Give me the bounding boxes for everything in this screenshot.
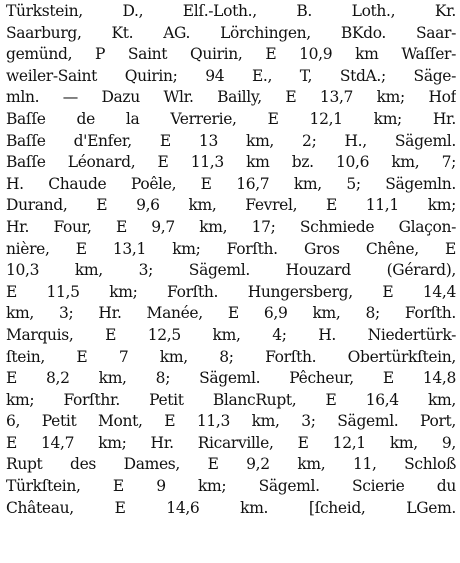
- entry-line-13: 10,3 km, 3; Sägeml. Houzard (Gérard),: [6, 261, 456, 280]
- entry-line-22: Rupt des Dames, E 9,2 km, 11, Schloß: [6, 455, 456, 474]
- entry-line-2: Saarburg, Kt. AG. Lörchingen, BKdo. Saar-: [6, 23, 456, 42]
- entry-line-9: H. Chaude Poêle, E 16,7 km, 5; Sägemln.: [6, 174, 456, 193]
- entry-line-12: nière, E 13,1 km; Forſth. Gros Chêne, E: [6, 239, 456, 258]
- entry-line-6: Baſſe de la Verrerie, E 12,1 km; Hr.: [6, 109, 456, 128]
- entry-line-3: gemünd, P Saint Quirin, E 10,9 km Waſſer-: [6, 45, 456, 64]
- entry-line-19: km; Forſthr. Petit BlancRupt, E 16,4 km,: [6, 390, 456, 409]
- entry-line-11: Hr. Four, E 9,7 km, 17; Schmiede Glaçon-: [6, 217, 456, 236]
- entry-line-18: E 8,2 km, 8; Sägeml. Pêcheur, E 14,8: [6, 369, 456, 388]
- entry-line-20: 6, Petit Mont, E 11,3 km, 3; Sägeml. Port,: [6, 412, 456, 431]
- entry-line-7: Baſſe d'Enfer, E 13 km, 2; H., Sägeml.: [6, 131, 456, 150]
- entry-line-16: Marquis, E 12,5 km, 4; H. Niedertürk-: [6, 325, 456, 344]
- entry-line-17: ſtein, E 7 km, 8; Forſth. Obertürkſtein,: [6, 347, 456, 366]
- entry-line-5: mln. — Dazu Wlr. Bailly, E 13,7 km; Hof: [6, 88, 456, 107]
- entry-line-1: Türkstein, D., Elſ.-Loth., B. Loth., Kr.: [6, 2, 456, 20]
- entry-line-14: E 11,5 km; Forſth. Hungersberg, E 14,4: [6, 282, 456, 301]
- entry-line-8: Baſſe Léonard, E 11,3 km bz. 10,6 km, 7;: [6, 153, 456, 172]
- entry-line-10: Durand, E 9,6 km, Fevrel, E 11,1 km;: [6, 196, 456, 215]
- entry-line-15: km, 3; Hr. Manée, E 6,9 km, 8; Forſth.: [6, 304, 456, 323]
- gazetteer-entry-tuerkstein: [6, 1, 456, 519]
- entry-line-4: weiler-Saint Quirin; 94 E., T, StdA.; Säge-: [6, 66, 456, 85]
- entry-line-24: Château, E 14,6 km. [ſcheid, LGem.: [6, 498, 456, 517]
- entry-line-21: E 14,7 km; Hr. Ricarville, E 12,1 km, 9,: [6, 433, 456, 452]
- entry-line-23: Türkſtein, E 9 km; Sägeml. Scierie du: [6, 477, 456, 496]
